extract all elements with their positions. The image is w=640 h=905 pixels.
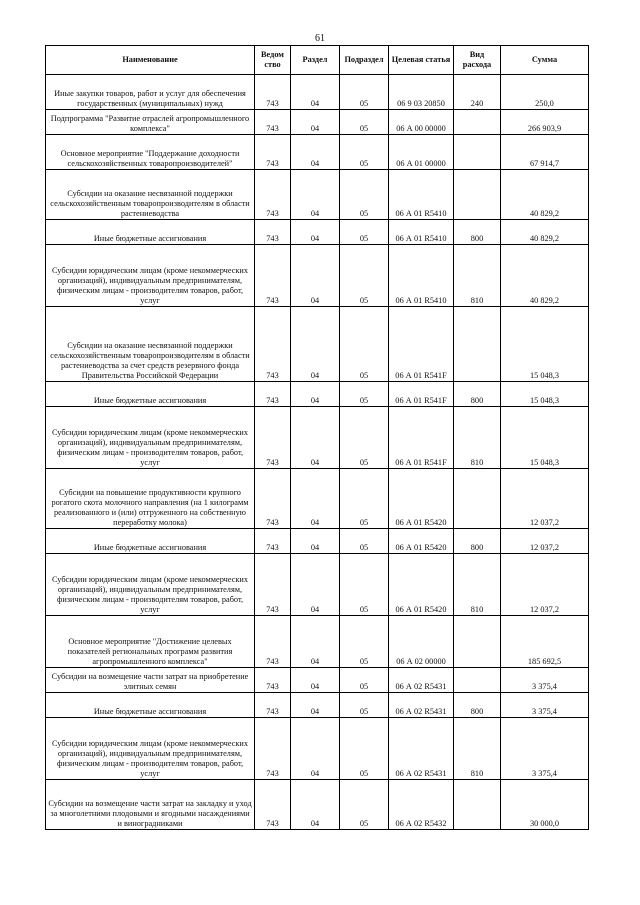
row-expense-type-cell xyxy=(454,170,501,220)
row-name-cell: Субсидии на возмещение части затрат на приобретение элитных семян xyxy=(46,668,255,693)
row-target-cell: 06 А 02 R5432 xyxy=(389,780,454,830)
row-name-cell: Субсидии на оказание несвязанной поддержки сельскохозяйственным товаропроизводителям в области растениеводства за счет средств резервного фонда Правительства Российской Федерации xyxy=(46,307,255,382)
row-name-cell: Подпрограмма "Развитие отраслей агропромышленного комплекса" xyxy=(46,110,255,135)
row-section-cell: 04 xyxy=(291,554,340,616)
row-subsection-cell: 05 xyxy=(340,780,389,830)
row-section-cell: 04 xyxy=(291,170,340,220)
row-amount-cell: 3 375,4 xyxy=(501,693,589,718)
table-row xyxy=(46,693,589,718)
table-row xyxy=(46,407,589,469)
row-subsection-cell: 05 xyxy=(340,529,389,554)
row-target-cell: 06 А 02 R5431 xyxy=(389,668,454,693)
row-dept-cell: 743 xyxy=(255,307,291,382)
row-name-cell: Субсидии на оказание несвязанной поддержки сельскохозяйственным товаропроизводителям в области растениеводства xyxy=(46,170,255,220)
row-amount-cell: 250,0 xyxy=(501,75,589,110)
row-section-cell: 04 xyxy=(291,469,340,529)
row-dept-cell: 743 xyxy=(255,75,291,110)
row-section-cell: 04 xyxy=(291,220,340,245)
row-target-cell: 06 А 01 R5410 xyxy=(389,170,454,220)
row-target-cell: 06 А 01 R541F xyxy=(389,307,454,382)
row-amount-cell: 30 000,0 xyxy=(501,780,589,830)
row-amount-cell: 15 048,3 xyxy=(501,382,589,407)
row-name-cell: Иные бюджетные ассигнования xyxy=(46,693,255,718)
row-target-cell: 06 А 01 R5410 xyxy=(389,220,454,245)
row-amount-cell: 266 903,9 xyxy=(501,110,589,135)
table-body xyxy=(46,75,589,830)
row-expense-type-cell: 810 xyxy=(454,554,501,616)
row-dept-cell: 743 xyxy=(255,616,291,668)
row-name-cell: Субсидии юридическим лицам (кроме некоммерческих организаций), индивидуальным предпринимателям, физическим лицам - производителям товаров, работ, услуг xyxy=(46,407,255,469)
row-target-cell: 06 А 00 00000 xyxy=(389,110,454,135)
row-amount-cell: 15 048,3 xyxy=(501,307,589,382)
table-row xyxy=(46,718,589,780)
row-amount-cell: 12 037,2 xyxy=(501,529,589,554)
row-amount-cell: 15 048,3 xyxy=(501,407,589,469)
row-amount-cell: 40 829,2 xyxy=(501,245,589,307)
row-expense-type-cell xyxy=(454,135,501,170)
table-row xyxy=(46,780,589,830)
row-dept-cell: 743 xyxy=(255,469,291,529)
row-subsection-cell: 05 xyxy=(340,307,389,382)
row-name-cell: Субсидии юридическим лицам (кроме некоммерческих организаций), индивидуальным предпринимателям, физическим лицам - производителям товаров, работ, услуг xyxy=(46,554,255,616)
row-name-cell: Иные закупки товаров, работ и услуг для обеспечения государственных (муниципальных) нужд xyxy=(46,75,255,110)
header-target: Целевая статья xyxy=(389,46,454,75)
row-name-cell: Иные бюджетные ассигнования xyxy=(46,529,255,554)
row-dept-cell: 743 xyxy=(255,110,291,135)
table-row xyxy=(46,529,589,554)
row-section-cell: 04 xyxy=(291,780,340,830)
row-dept-cell: 743 xyxy=(255,554,291,616)
table-row xyxy=(46,554,589,616)
row-expense-type-cell xyxy=(454,110,501,135)
header-expense-type: Вид расхода xyxy=(454,46,501,75)
row-target-cell: 06 А 01 R541F xyxy=(389,407,454,469)
budget-table xyxy=(45,45,589,830)
row-section-cell: 04 xyxy=(291,382,340,407)
row-section-cell: 04 xyxy=(291,245,340,307)
row-expense-type-cell: 810 xyxy=(454,407,501,469)
row-target-cell: 06 А 01 R5420 xyxy=(389,529,454,554)
table-row xyxy=(46,307,589,382)
row-target-cell: 06 А 01 R5420 xyxy=(389,469,454,529)
row-dept-cell: 743 xyxy=(255,170,291,220)
row-section-cell: 04 xyxy=(291,307,340,382)
row-target-cell: 06 А 02 00000 xyxy=(389,616,454,668)
row-subsection-cell: 05 xyxy=(340,75,389,110)
row-expense-type-cell: 800 xyxy=(454,220,501,245)
row-expense-type-cell: 810 xyxy=(454,245,501,307)
row-amount-cell: 40 829,2 xyxy=(501,220,589,245)
row-subsection-cell: 05 xyxy=(340,170,389,220)
row-target-cell: 06 А 01 R5410 xyxy=(389,245,454,307)
row-section-cell: 04 xyxy=(291,135,340,170)
row-subsection-cell: 05 xyxy=(340,407,389,469)
table-row xyxy=(46,668,589,693)
row-subsection-cell: 05 xyxy=(340,554,389,616)
row-dept-cell: 743 xyxy=(255,668,291,693)
row-subsection-cell: 05 xyxy=(340,220,389,245)
row-dept-cell: 743 xyxy=(255,718,291,780)
row-target-cell: 06 А 01 R541F xyxy=(389,382,454,407)
row-dept-cell: 743 xyxy=(255,220,291,245)
row-expense-type-cell: 810 xyxy=(454,718,501,780)
row-name-cell: Иные бюджетные ассигнования xyxy=(46,382,255,407)
row-amount-cell: 67 914,7 xyxy=(501,135,589,170)
row-section-cell: 04 xyxy=(291,668,340,693)
table-row xyxy=(46,170,589,220)
row-dept-cell: 743 xyxy=(255,780,291,830)
table-row xyxy=(46,110,589,135)
row-dept-cell: 743 xyxy=(255,693,291,718)
table-header-row xyxy=(46,46,589,75)
row-subsection-cell: 05 xyxy=(340,110,389,135)
row-name-cell: Субсидии на возмещение части затрат на закладку и уход за многолетними плодовыми и ягодными насаждениями и виноградниками xyxy=(46,780,255,830)
row-name-cell: Основное мероприятие "Достижение целевых показателей региональных программ развития агропромышленного комплекса" xyxy=(46,616,255,668)
header-subsection: Подраздел xyxy=(340,46,389,75)
row-subsection-cell: 05 xyxy=(340,135,389,170)
header-amount: Сумма xyxy=(501,46,589,75)
row-subsection-cell: 05 xyxy=(340,693,389,718)
header-section: Раздел xyxy=(291,46,340,75)
row-subsection-cell: 05 xyxy=(340,718,389,780)
row-section-cell: 04 xyxy=(291,110,340,135)
row-dept-cell: 743 xyxy=(255,407,291,469)
row-section-cell: 04 xyxy=(291,407,340,469)
row-section-cell: 04 xyxy=(291,616,340,668)
row-expense-type-cell xyxy=(454,780,501,830)
table-row xyxy=(46,616,589,668)
header-dept: Ведом ство xyxy=(255,46,291,75)
row-name-cell: Основное мероприятие "Поддержание доходности сельскохозяйственных товаропроизводителей" xyxy=(46,135,255,170)
table-row xyxy=(46,220,589,245)
row-amount-cell: 3 375,4 xyxy=(501,668,589,693)
row-expense-type-cell: 240 xyxy=(454,75,501,110)
row-expense-type-cell xyxy=(454,469,501,529)
header-name: Наименование xyxy=(46,46,255,75)
row-expense-type-cell: 800 xyxy=(454,382,501,407)
row-expense-type-cell xyxy=(454,616,501,668)
row-dept-cell: 743 xyxy=(255,529,291,554)
table-row xyxy=(46,245,589,307)
table-row xyxy=(46,469,589,529)
row-section-cell: 04 xyxy=(291,529,340,554)
row-section-cell: 04 xyxy=(291,693,340,718)
row-section-cell: 04 xyxy=(291,75,340,110)
row-dept-cell: 743 xyxy=(255,245,291,307)
row-target-cell: 06 А 01 R5420 xyxy=(389,554,454,616)
row-expense-type-cell: 800 xyxy=(454,529,501,554)
row-target-cell: 06 А 02 R5431 xyxy=(389,718,454,780)
table-row xyxy=(46,135,589,170)
row-amount-cell: 185 692,5 xyxy=(501,616,589,668)
row-subsection-cell: 05 xyxy=(340,382,389,407)
row-name-cell: Субсидии юридическим лицам (кроме некоммерческих организаций), индивидуальным предпринимателям, физическим лицам - производителям товаров, работ, услуг xyxy=(46,718,255,780)
row-target-cell: 06 А 02 R5431 xyxy=(389,693,454,718)
row-target-cell: 06 А 01 00000 xyxy=(389,135,454,170)
table-row xyxy=(46,75,589,110)
row-expense-type-cell xyxy=(454,668,501,693)
row-subsection-cell: 05 xyxy=(340,668,389,693)
row-subsection-cell: 05 xyxy=(340,469,389,529)
row-name-cell: Субсидии юридическим лицам (кроме некоммерческих организаций), индивидуальным предпринимателям, физическим лицам - производителям товаров, работ, услуг xyxy=(46,245,255,307)
row-subsection-cell: 05 xyxy=(340,245,389,307)
row-subsection-cell: 05 xyxy=(340,616,389,668)
row-amount-cell: 12 037,2 xyxy=(501,469,589,529)
row-dept-cell: 743 xyxy=(255,135,291,170)
row-section-cell: 04 xyxy=(291,718,340,780)
row-amount-cell: 12 037,2 xyxy=(501,554,589,616)
table-row xyxy=(46,382,589,407)
row-amount-cell: 40 829,2 xyxy=(501,170,589,220)
row-dept-cell: 743 xyxy=(255,382,291,407)
row-name-cell: Субсидии на повышение продуктивности крупного рогатого скота молочного направления (на 1 килограмм реализованного и (или) отгруженного на собственную переработку молока) xyxy=(46,469,255,529)
row-target-cell: 06 9 03 20850 xyxy=(389,75,454,110)
row-expense-type-cell: 800 xyxy=(454,693,501,718)
row-name-cell: Иные бюджетные ассигнования xyxy=(46,220,255,245)
page-number: 61 xyxy=(315,33,325,44)
row-expense-type-cell xyxy=(454,307,501,382)
row-amount-cell: 3 375,4 xyxy=(501,718,589,780)
